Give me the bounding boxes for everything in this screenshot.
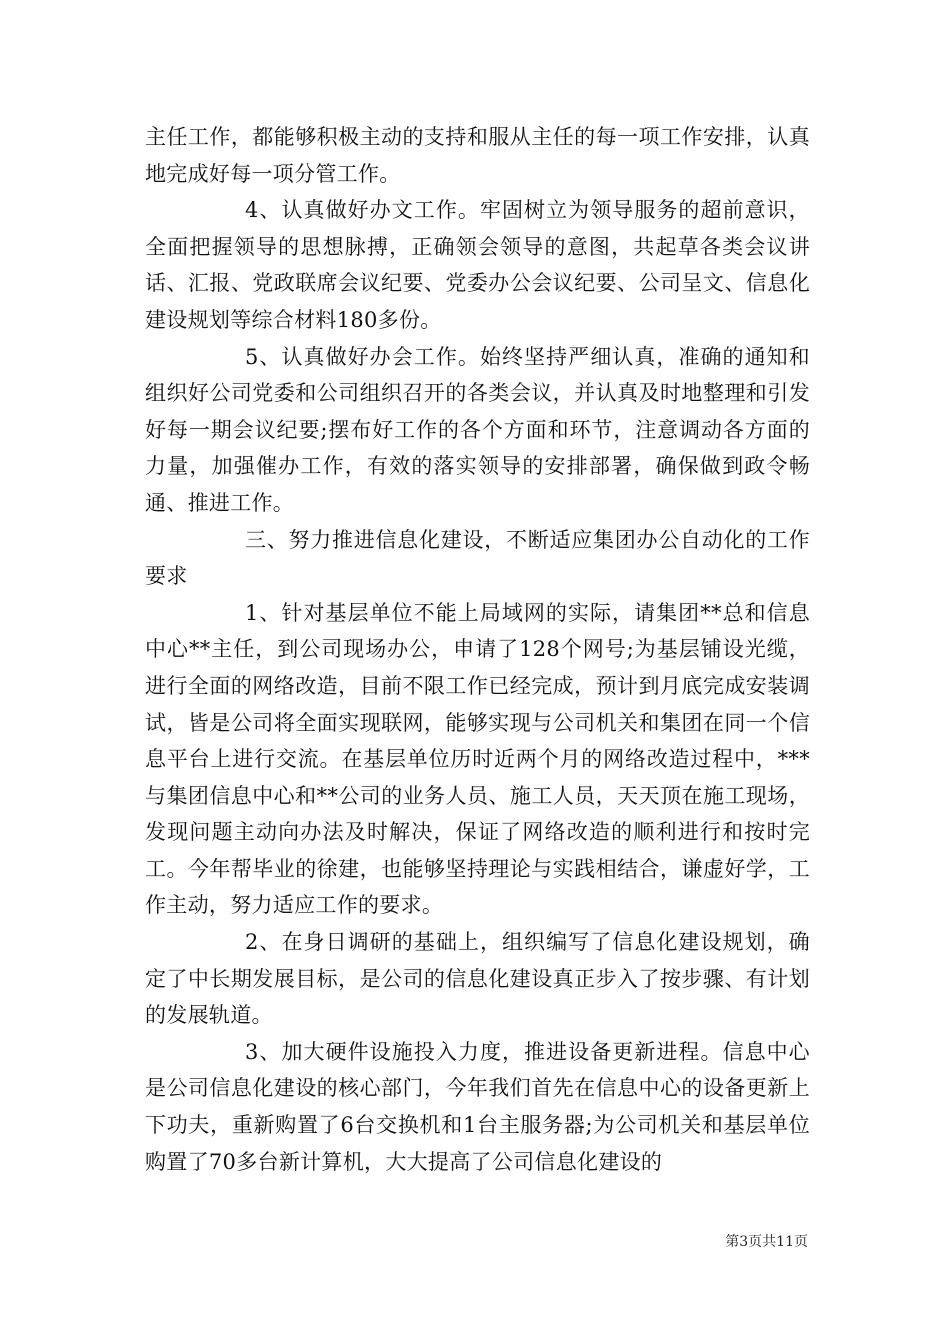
paragraph-item-4: 4、认真做好办文工作。牢固树立为领导服务的超前意识，全面把握领导的思想脉搏，正确领会领导的意图，共起草各类会议讲话、汇报、党政联席会议纪要、党委办公会议纪要、公司呈文、信息化建设规划等综合材料180多份。 <box>145 198 810 332</box>
paragraph-item-1: 1、针对基层单位不能上局域网的实际，请集团**总和信息中心**主任，到公司现场办公，申请了128个网号;为基层铺设光缆，进行全面的网络改造，目前不限工作已经完成，预计到月底完成安装调试，皆是公司将全面实现联网，能够实现与公司机关和集团在同一个信息平台上进行交流。在基层单位历时近两个月的网络改造过程中，***与集团信息中心和**公司的业务人员、施工人员，天天顶在施工现场，发现问题主动向办法及时解决，保证了网络改造的顺利进行和按时完工。今年帮毕业的徐建，也能够坚持理论与实践相结合，谦虚好学，工作主动，努力适应工作的要求。 <box>145 600 810 918</box>
paragraph-continuation: 主任工作，都能够积极主动的支持和服从主任的每一项工作安排，认真地完成好每一项分管工作。 <box>145 125 810 186</box>
document-body <box>145 119 810 1180</box>
paragraph-item-5: 5、认真做好办会工作。始终坚持严细认真，准确的通知和组织好公司党委和公司组织召开的各类会议，并认真及时地整理和引发好每一期会议纪要;摆布好工作的各个方面和环节，注意调动各方面的力量，加强催办工作，有效的落实领导的安排部署，确保做到政令畅通、推进工作。 <box>145 344 810 515</box>
paragraph-item-3: 3、加大硬件设施投入力度，推进设备更新进程。信息中心是公司信息化建设的核心部门，今年我们首先在信息中心的设备更新上下功夫，重新购置了6台交换机和1台主服务器;为公司机关和基层单位购置了70多台新计算机，大大提高了公司信息化建设的 <box>145 1039 810 1174</box>
paragraph-item-2: 2、在身日调研的基础上，组织编写了信息化建设规划，确定了中长期发展目标，是公司的信息化建设真正步入了按步骤、有计划的发展轨道。 <box>145 930 810 1028</box>
section-heading-3: 三、努力推进信息化建设，不断适应集团办公自动化的工作要求 <box>145 527 810 589</box>
page-number-footer: 第3页共11页 <box>725 1234 808 1250</box>
